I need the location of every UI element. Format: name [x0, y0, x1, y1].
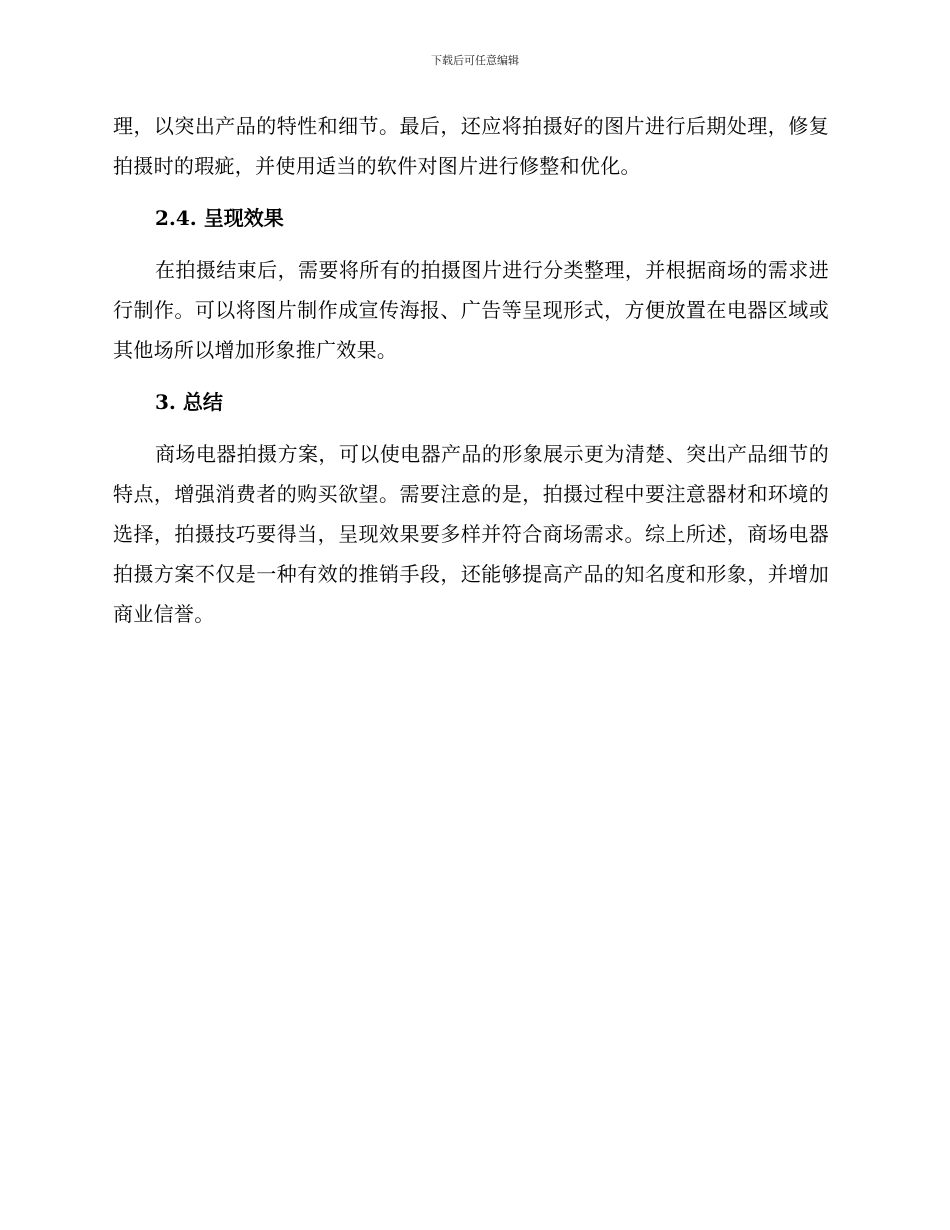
section-heading-summary: 3. 总结	[155, 390, 223, 414]
paragraph-summary: 商场电器拍摄方案，可以使电器产品的形象展示更为清楚、突出产品细节的特点，增强消费者的购买欲望。需要注意的是，拍摄过程中要注意器材和环境的选择，拍摄技巧要得当，呈现效果要多样并符合商场需求。综上所述，商场电器拍摄方案不仅是一种有效的推销手段，还能够提高产品的知名度和形象，并增加商业信誉。	[113, 442, 829, 626]
section-heading-presentation: 2.4. 呈现效果	[155, 206, 284, 230]
paragraph-continuation: 理，以突出产品的特性和细节。最后，还应将拍摄好的图片进行后期处理，修复拍摄时的瑕疵，并使用适当的软件对图片进行修整和优化。	[113, 114, 829, 178]
paragraph-presentation: 在拍摄结束后，需要将所有的拍摄图片进行分类整理，并根据商场的需求进行制作。可以将图片制作成宣传海报、广告等呈现形式，方便放置在电器区域或其他场所以增加形象推广效果。	[113, 258, 829, 362]
document-body	[113, 106, 829, 634]
page-header: 下载后可任意编辑	[431, 54, 519, 67]
